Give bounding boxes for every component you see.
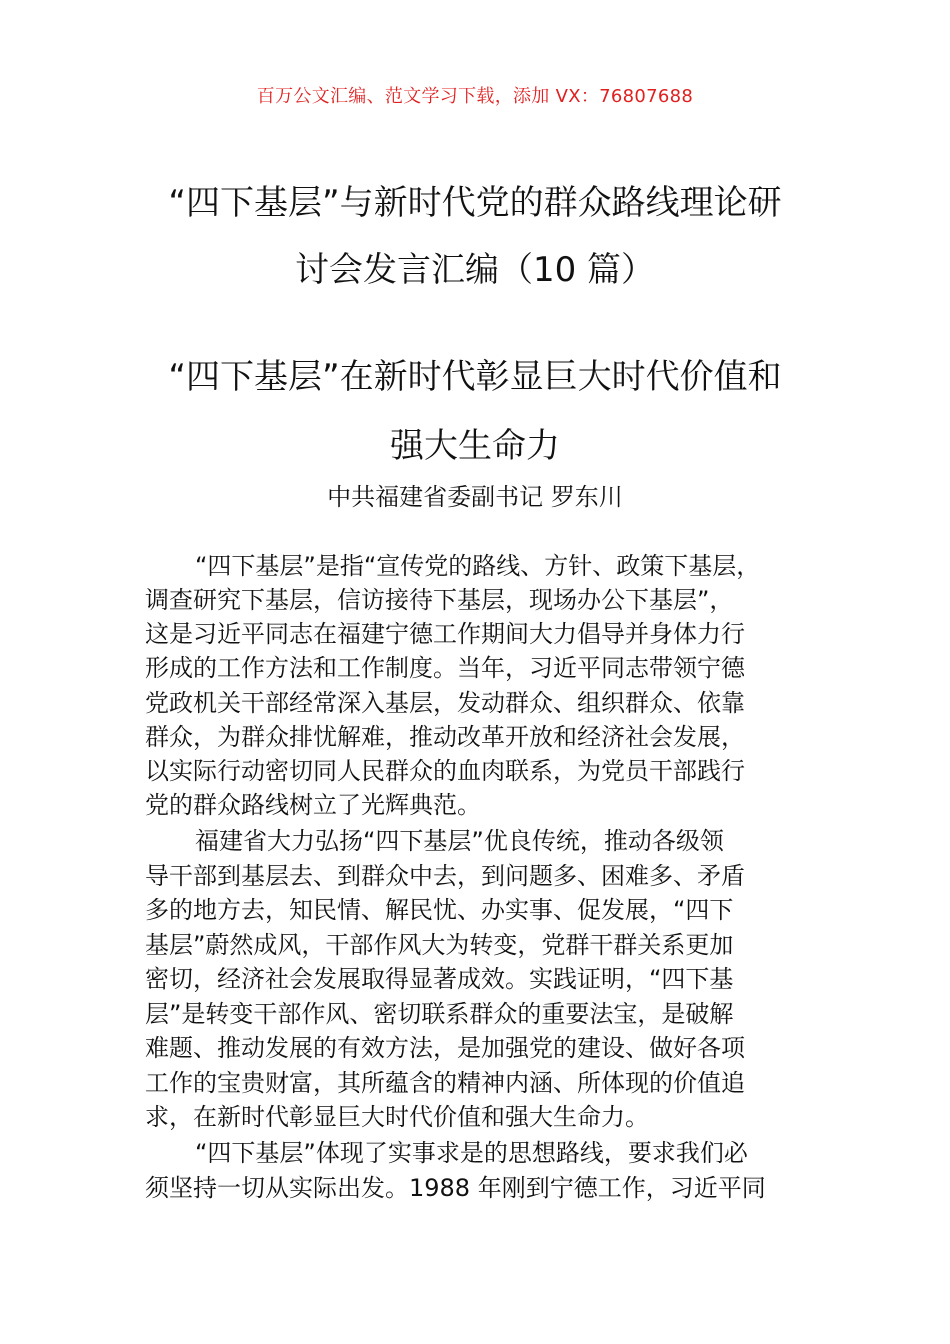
paragraph-line: 福建省大力弘扬“四下基层”优良传统，推动各级领 (195, 827, 724, 855)
paragraph-line: 群众，为群众排忧解难，推动改革开放和经济社会发展， (145, 723, 745, 751)
author-byline: 中共福建省委副书记 罗东川 (327, 483, 623, 511)
paragraph-line: 导干部到基层去、到群众中去，到问题多、困难多、矛盾 (145, 862, 745, 890)
paragraph-line: 党的群众路线树立了光辉典范。 (145, 791, 481, 819)
paragraph-line: 形成的工作方法和工作制度。当年，习近平同志带领宁德 (145, 654, 745, 682)
paragraph-line: 以实际行动密切同人民群众的血肉联系，为党员干部践行 (145, 757, 745, 785)
watermark-text: 百万公文汇编、范文学习下载，添加 VX：76807688 (256, 86, 694, 107)
paragraph-line: 密切，经济社会发展取得显著成效。实践证明，“四下基 (145, 965, 734, 993)
paragraph-line: “四下基层”体现了实事求是的思想路线，要求我们必 (195, 1139, 748, 1167)
paragraph-line: “四下基层”是指“宣传党的路线、方针、政策下基层， (195, 552, 761, 580)
paragraph-line: 须坚持一切从实际出发。1988 年刚到宁德工作，习近平同 (145, 1174, 766, 1202)
paragraph-line: 层”是转变干部作风、密切联系群众的重要法宝，是破解 (145, 1000, 734, 1028)
article-title-line-2: 强大生命力 (390, 426, 560, 466)
paragraph-line: 调查研究下基层，信访接待下基层，现场办公下基层”， (145, 586, 734, 614)
paragraph-line: 多的地方去，知民情、解民忧、办实事、促发展，“四下 (145, 896, 734, 924)
paragraph-line: 党政机关干部经常深入基层，发动群众、组织群众、依靠 (145, 689, 745, 717)
document-title-line-1: “四下基层”与新时代党的群众路线理论研 (168, 183, 782, 223)
paragraph-line: 难题、推动发展的有效方法，是加强党的建设、做好各项 (145, 1034, 745, 1062)
paragraph-line: 基层”蔚然成风，干部作风大为转变，党群干群关系更加 (145, 931, 734, 959)
document-title-line-2: 讨会发言汇编（10 篇） (294, 250, 656, 290)
article-title-line-1: “四下基层”在新时代彰显巨大时代价值和 (168, 357, 782, 397)
paragraph-line: 这是习近平同志在福建宁德工作期间大力倡导并身体力行 (145, 620, 745, 648)
paragraph-line: 工作的宝贵财富，其所蕴含的精神内涵、所体现的价值追 (145, 1069, 745, 1097)
paragraph-line: 求，在新时代彰显巨大时代价值和强大生命力。 (145, 1103, 649, 1131)
